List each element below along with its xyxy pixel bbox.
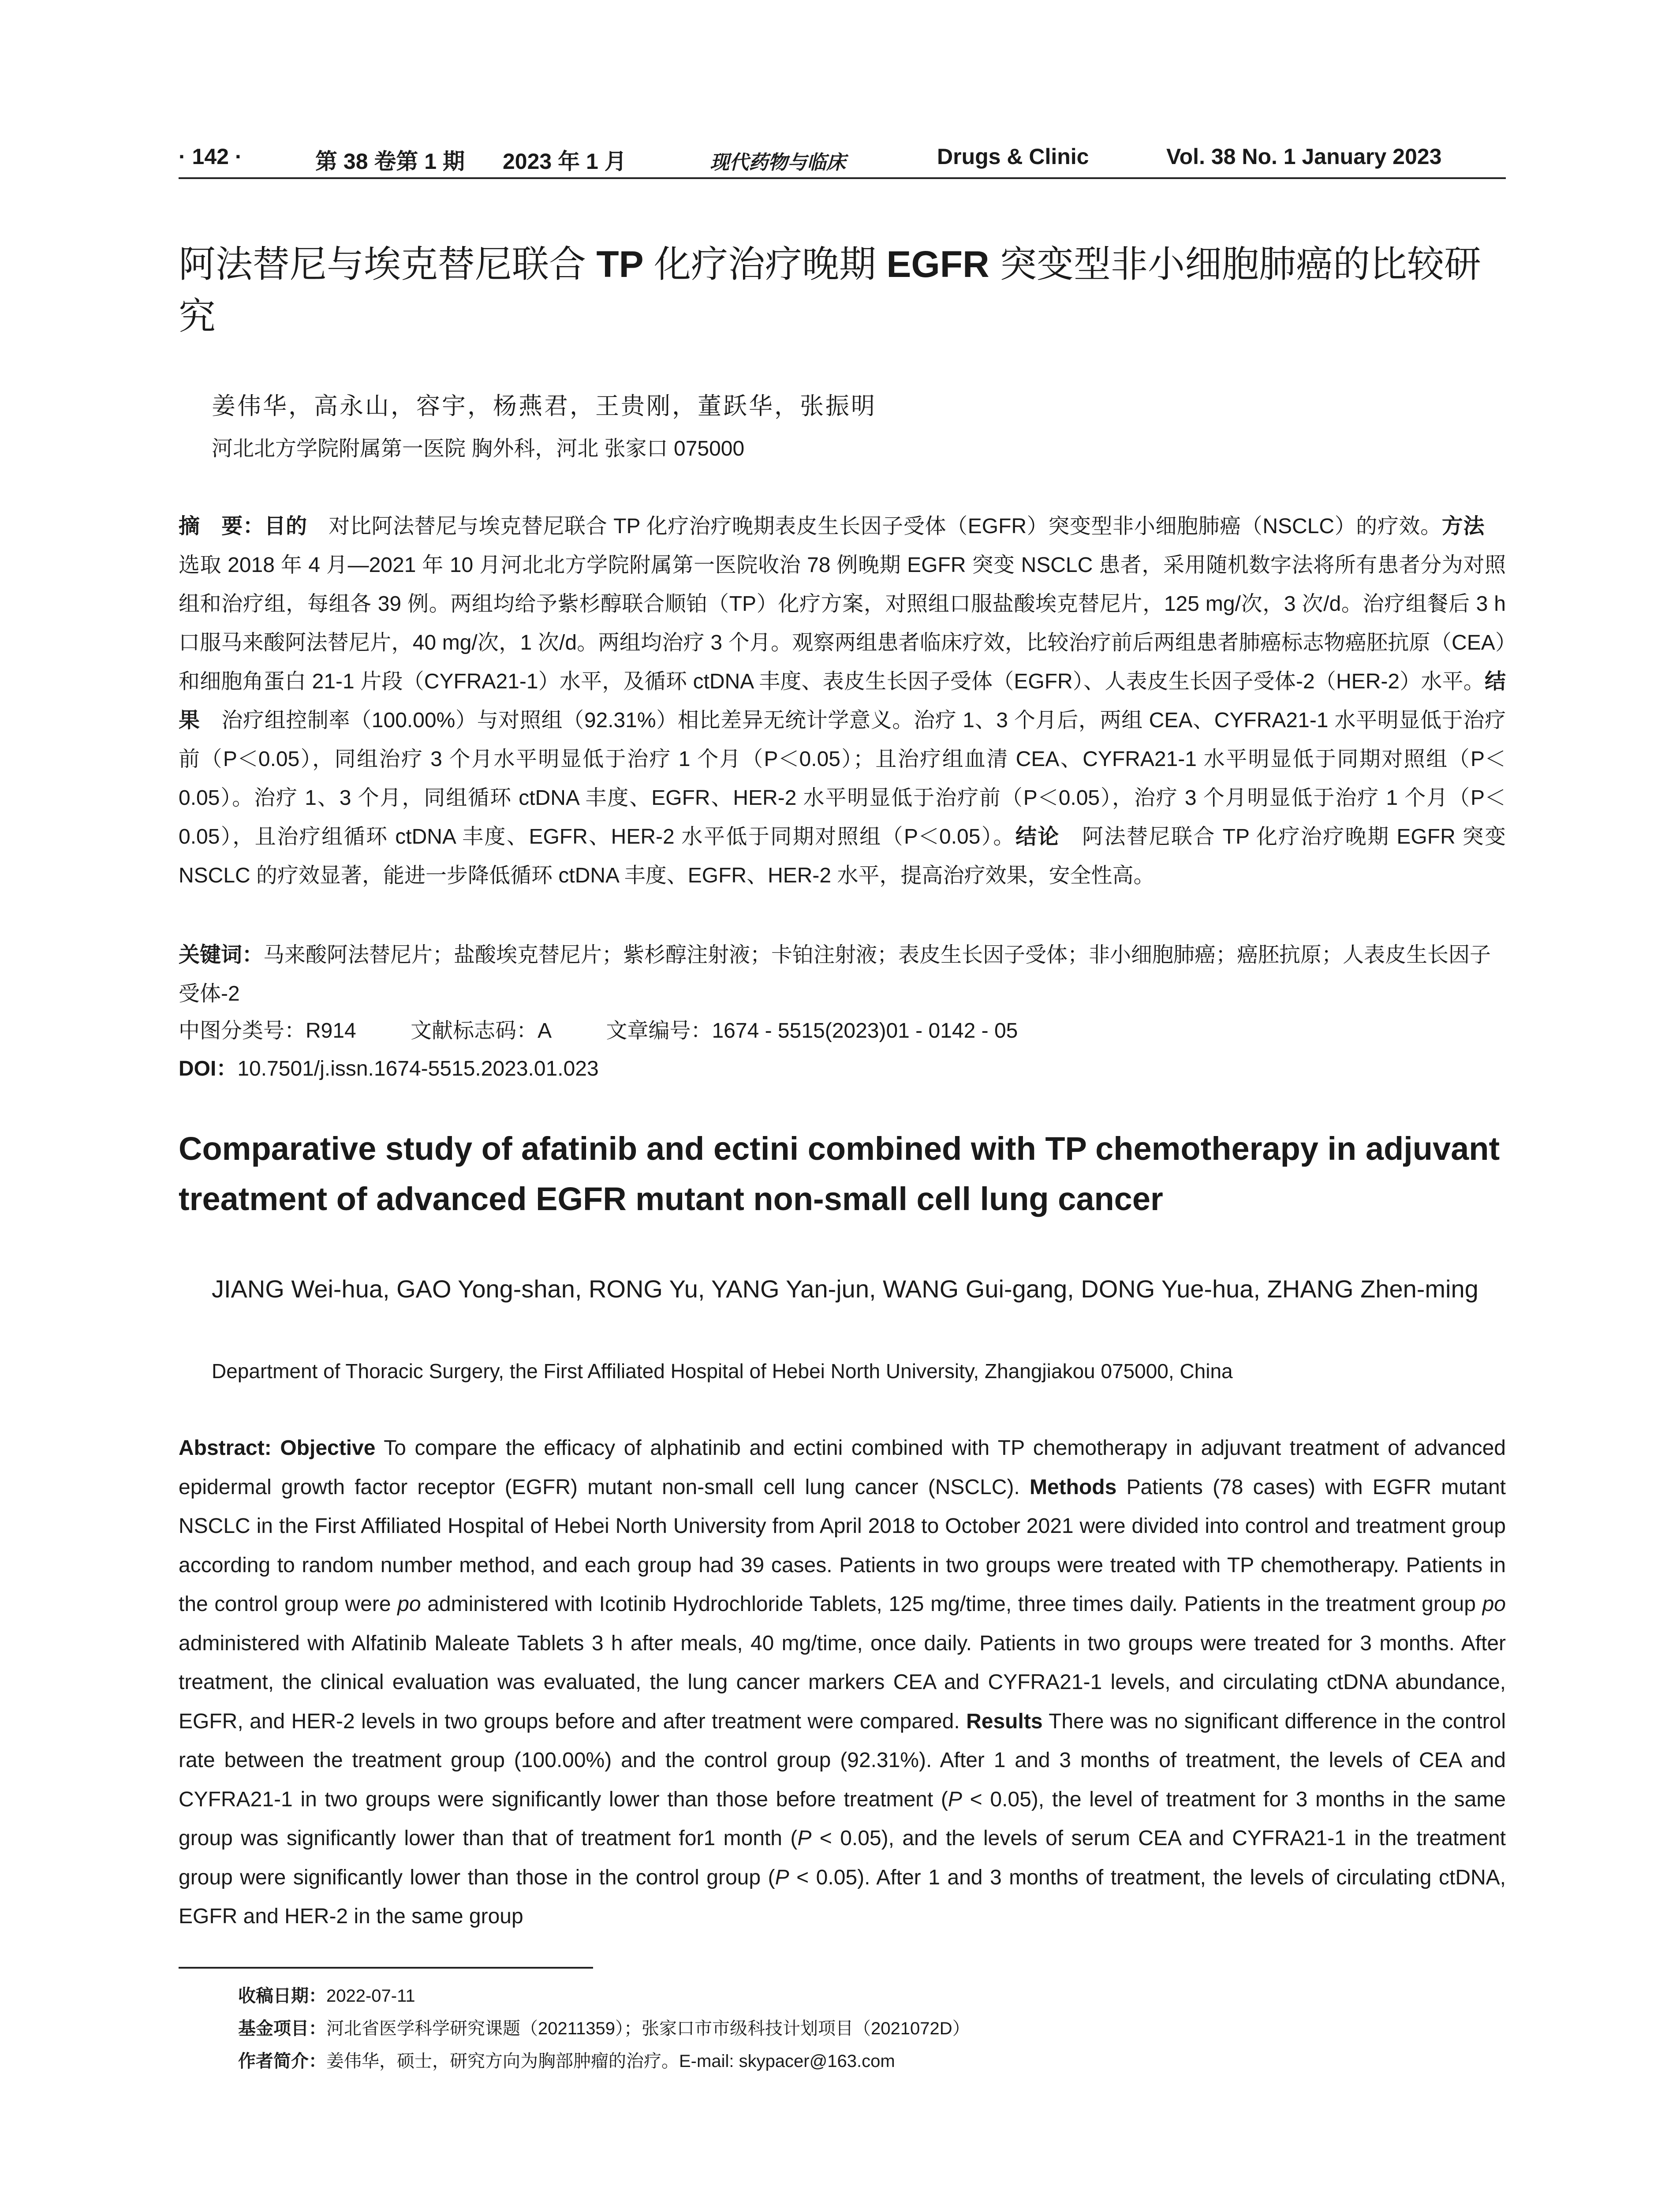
objective-label-en: Objective [280,1436,376,1460]
volume-en: Vol. 38 No. 1 January 2023 [1166,144,1442,169]
methods-en: Patients (78 cases) with EGFR mutant NSCLC in the First Affiliated Hospital of Hebei North University from April 2018 to October 2021 were divided into control and treatment group according to random number method, and each group had 39 cases. Patients in two groups were treated with TP chemotherapy. Patients in the control group were [179,1475,1506,1616]
received-label: 收稿日期： [238,1986,326,2006]
conclusion-cn: 阿法替尼联合 TP 化疗治疗晚期 EGFR 突变 NSCLC 的疗效显著，能进一步降低循环 ctDNA 丰度、EGFR、HER-2 水平，提高治疗效果，安全性高。 [179,825,1506,887]
footnote-received [238,1982,415,2007]
results-en: < 0.05), the level of treatment for 3 months in the same group was significantly lower than that of treatment for1 month ( [179,1787,1506,1850]
title-cn-part: 阿法替尼与埃克替尼联合 [179,243,597,285]
received-date: 2022-07-11 [326,1986,415,2006]
objective-label-cn: 目的 [264,515,307,538]
methods-en: administered with Alfatinib Maleate Tablets 3 h after meals, 40 mg/time, once daily. Patients in two groups were treated for 3 months. After treatment, the clinical evaluation was evaluated, the lung cancer markers CEA and CYFRA21-1 levels, and circulating ctDNA abundance, EGFR, and HER-2 levels in two groups before and after treatment were compared. [179,1631,1506,1733]
author-bio-label: 作者简介： [238,2052,326,2071]
authors-cn: 姜伟华，高永山，容宇，杨燕君，王贵刚，董跃华，张振明 [212,392,877,420]
abstract-en [179,1429,1506,1936]
methods-label-en: Methods [1029,1475,1117,1499]
journal-name-cn: 现代药物与临床 [710,151,846,174]
methods-en: administered with Icotinib Hydrochloride Tablets, 125 mg/time, three times daily. Patients in the treatment group [421,1592,1482,1616]
title-cn-part: 突变型非小细胞肺癌的比较研究 [179,243,1482,337]
footnote-fund [238,2014,970,2040]
p-value-italic: P [948,1787,962,1811]
document-code: 文献标志码：A [411,1019,552,1043]
classification-line [179,1013,1066,1044]
methods-label-cn: 方法 [1441,515,1485,538]
title-cn-egfr: EGFR [886,243,989,285]
keywords-cn [179,936,1506,1013]
po-italic: po [397,1592,421,1616]
footnote-rule [179,1967,593,1969]
journal-name-en: Drugs & Clinic [937,144,1089,169]
results-en: < 0.05). After 1 and 3 months of treatment, the levels of circulating ctDNA, EGFR and HER-2 in the same group [179,1865,1506,1928]
fund-text: 河北省医学科学研究课题（20211359）；张家口市市级科技计划项目（2021072D） [326,2019,970,2038]
article-number: 文章编号：1674 - 5515(2023)01 - 0142 - 05 [606,1019,1018,1043]
date-cn: 2023 年 1 月 [503,149,627,174]
title-cn [179,238,1506,342]
p-value-italic: P [797,1827,812,1850]
objective-en: To compare the efficacy of alphatinib and ectini combined with TP chemotherapy in adjuvant treatment of advanced epidermal growth factor receptor (EGFR) mutant non-small cell lung cancer (NSCLC). [179,1436,1506,1499]
abstract-en-label: Abstract: [179,1436,272,1460]
results-label-en: Results [966,1709,1043,1733]
fund-label: 基金项目： [238,2019,326,2038]
authors-en: JIANG Wei-hua, GAO Yong-shan, RONG Yu, YANG Yan-jun, WANG Gui-gang, DONG Yue-hua, ZHANG Zhen-ming [212,1275,1478,1303]
abstract-cn [179,507,1506,895]
doi-line [179,1051,647,1082]
title-en: Comparative study of afatinib and ectini combined with TP chemotherapy in adjuvant treatment of advanced EGFR mutant non-small cell lung cancer [179,1130,1500,1217]
methods-cn: 选取 2018 年 4 月—2021 年 10 月河北北方学院附属第一医院收治 78 例晚期 EGFR 突变 NSCLC 患者，采用随机数字法将所有患者分为对照组和治疗组，每组各 39 例。两组均给予紫杉醇联合顺铂（TP）化疗方案，对照组口服盐酸埃克替尼片，125 mg/次，3 次/d。治疗组餐后 3 h 口服马来酸阿法替尼片，40 mg/次，1 次/d。两组均治疗 3 个月。观察两组患者临床疗效，比较治疗前后两组患者肺癌标志物癌胚抗原（CEA）和细胞角蛋白 21-1 片段（CYFRA21-1）水平，及循环 ctDNA 丰度、表皮生长因子受体（EGFR）、人表皮生长因子受体-2（HER-2）水平。 [179,515,1506,693]
volume-cn: 第 38 卷第 1 期 [315,149,465,174]
results-cn: 治疗组控制率（100.00%）与对照组（92.31%）相比差异无统计学意义。治疗 1、3 个月后，两组 CEA、CYFRA21-1 水平明显低于治疗前（P＜0.05），同组治疗 3 个月水平明显低于治疗 1 个月（P＜0.05）；且治疗组血清 CEA、CYFRA21-1 水平明显低于同期对照组（P＜0.05）。治疗 1、3 个月，同组循环 ctDNA 丰度、EGFR、HER-2 水平明显低于治疗前（P＜0.05），治疗 3 个月明显低于治疗 1 个月（P＜0.05），且治疗组循环 ctDNA 丰度、EGFR、HER-2 水平低于同期对照组（P＜0.05）。 [179,709,1506,848]
author-bio-text: 姜伟华，硕士，研究方向为胸部肿瘤的治疗。E-mail: skypacer@163.com [326,2052,895,2071]
results-label-cn: 结果 [179,670,1506,732]
po-italic: po [1482,1592,1506,1616]
results-en: There was no significant difference in the control rate between the treatment group (100.00%) and the control group (92.31%). After 1 and 3 months of treatment, the levels of CEA and CYFRA21-1 in two groups were significantly lower than those before treatment ( [179,1709,1506,1811]
affiliation-en: Department of Thoracic Surgery, the First Affiliated Hospital of Hebei North University, Zhangjiakou 075000, China [212,1360,1233,1383]
footnote-author [238,2047,895,2072]
affiliation-cn: 河北北方学院附属第一医院 胸外科，河北 张家口 075000 [212,437,745,460]
doi-value: 10.7501/j.issn.1674-5515.2023.01.023 [237,1057,599,1080]
conclusion-label-cn: 结论 [1015,825,1060,848]
doi-label: DOI： [179,1057,238,1080]
p-value-italic: P [775,1865,789,1889]
abstract-cn-label: 摘 要： [179,515,265,538]
objective-cn: 对比阿法替尼与埃克替尼联合 TP 化疗治疗晚期表皮生长因子受体（EGFR）突变型非小细胞肺癌（NSCLC）的疗效。 [307,515,1442,538]
title-cn-part: 化疗治疗晚期 [643,243,887,285]
clc-number: 中图分类号：R914 [179,1019,356,1043]
keywords-label-cn: 关键词： [179,943,264,967]
results-en: < 0.05), and the levels of serum CEA and CYFRA21-1 in the treatment group were significantly lower than those in the control group ( [179,1827,1506,1889]
page-number: · 142 · [179,144,243,169]
keywords-text-cn: 马来酸阿法替尼片；盐酸埃克替尼片；紫杉醇注射液；卡铂注射液；表皮生长因子受体；非小细胞肺癌；癌胚抗原；人表皮生长因子受体-2 [179,943,1491,1005]
title-cn-tp: TP [596,243,644,285]
running-header [179,140,1506,179]
